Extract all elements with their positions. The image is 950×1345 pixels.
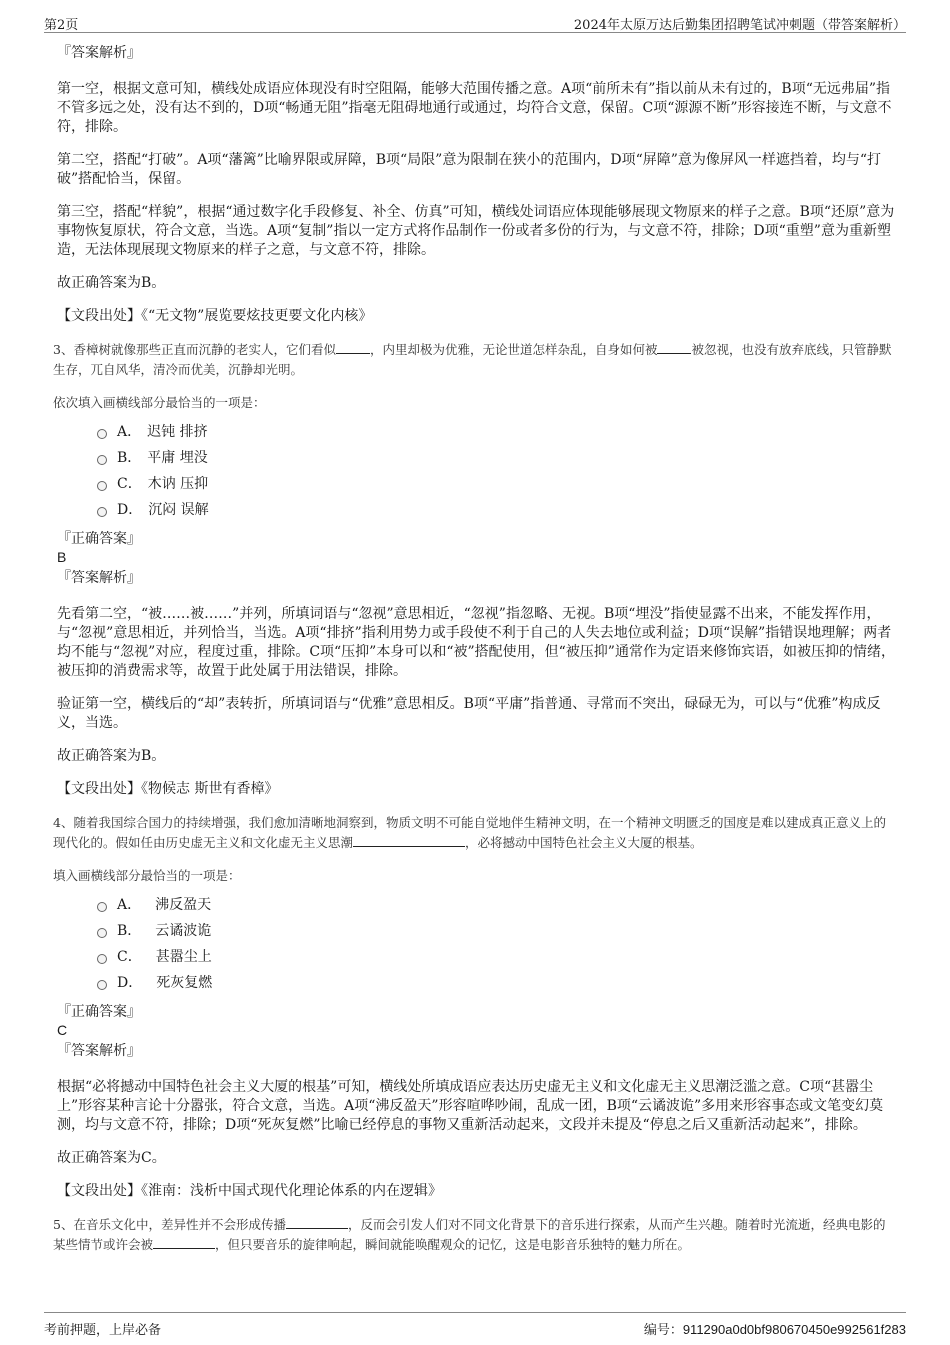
radio-icon[interactable] xyxy=(97,507,107,517)
page-number: 第2页 xyxy=(44,18,79,33)
option-b[interactable]: B． 云谲波诡 xyxy=(97,918,897,944)
correct-answer: B xyxy=(57,549,67,565)
option-d[interactable]: D． 沉闷 误解 xyxy=(97,497,897,523)
correct-answer: C xyxy=(57,1022,68,1038)
fill-blank xyxy=(353,834,465,847)
option-c[interactable]: C． 甚嚣尘上 xyxy=(97,944,897,970)
conclusion: 故正确答案为C。 xyxy=(57,1150,166,1166)
source-citation: 【文段出处】《淮南：浅析中国式现代化理论体系的内在逻辑》 xyxy=(57,1183,442,1199)
option-a[interactable]: A． 沸反盈天 xyxy=(97,892,897,918)
fill-blank xyxy=(657,341,691,354)
conclusion: 故正确答案为B。 xyxy=(57,275,166,291)
analysis-paragraph: 第二空，搭配“打破”。A项“藩篱”比喻界限或屏障，B项“局限”意为限制在狭小的范围内，D项“屏障”意为像屏风一样遮挡着，均与“打破”搭配恰当，保留。 xyxy=(57,152,882,187)
footer-slogan: 考前押题，上岸必备 xyxy=(44,1323,162,1338)
conclusion: 故正确答案为B。 xyxy=(57,748,166,764)
options-list xyxy=(97,892,897,996)
source-citation: 【文段出处】《“无文物”展览要炫技更要文化内核》 xyxy=(57,308,373,324)
analysis-label: 『答案解析』 xyxy=(57,570,141,586)
option-a[interactable]: A． 迟钝 排挤 xyxy=(97,419,897,445)
analysis-paragraph: 先看第二空，“被……被……”并列，所填词语与“忽视”意思相近，“忽视”指忽略、无视。B项“埋没”指使显露不出来，不能发挥作用，与“忽视”意思相近，并列恰当，当选。A项“排挤”指利用势力或手段使不利于自己的人失去地位或利益；D项“误解”指错误地理解；两者均不能与“忽视”对应，程度过重，排除。C项“压抑”本身可以和“被”搭配使用，但“被压抑”通常作为定语来修饰宾语，如被压抑的情绪，被压抑的消费需求等，故置于此处属于用法错误，排除。 xyxy=(57,606,895,679)
analysis-paragraph: 第一空，根据文意可知，横线处成语应体现没有时空阻隔，能够大范围传播之意。A项“前所未有”指以前从未有过的，B项“无远弗届”指不管多远之处，没有达不到的，D项“畅通无阻”指毫无阻碍地通行或通过，均符合文意，保留。C项“源源不断”形容接连不断，与文意不符，排除。 xyxy=(57,81,892,135)
document-code: 编号：911290a0d0bf980670450e992561f283 xyxy=(643,1322,906,1337)
analysis-paragraph: 验证第一空，横线后的“却”表转折，所填词语与“优雅”意思相反。B项“平庸”指普通、寻常而不突出，碌碌无为，可以与“优雅”构成反义，当选。 xyxy=(57,696,881,731)
page-header xyxy=(44,10,906,33)
analysis-label: 『答案解析』 xyxy=(57,45,141,61)
correct-answer-label: 『正确答案』 xyxy=(57,1004,141,1020)
fill-blank xyxy=(336,341,370,354)
radio-icon[interactable] xyxy=(97,954,107,964)
correct-answer-label: 『正确答案』 xyxy=(57,531,141,547)
document-title: 2024年太原万达后勤集团招聘笔试冲刺题（带答案解析） xyxy=(573,18,906,33)
analysis-label: 『答案解析』 xyxy=(57,1043,141,1059)
radio-icon[interactable] xyxy=(97,928,107,938)
analysis-paragraph: 根据“必将撼动中国特色社会主义大厦的根基”可知，横线处所填成语应表达历史虚无主义和文化虚无主义思潮泛滥之意。C项“甚嚣尘上”形容某种言论十分嚣张，符合文意，当选。A项“沸反盈天”形容喧哗吵闹，乱成一团，B项“云谲波诡”多用来形容事态或文笔变幻莫测，均与文意不符，排除；D项“死灰复燃”比喻已经停息的事物又重新活动起来，文段并未提及“停息之后又重新活动起来”，排除。 xyxy=(57,1079,884,1133)
radio-icon[interactable] xyxy=(97,481,107,491)
radio-icon[interactable] xyxy=(97,902,107,912)
option-c[interactable]: C． 木讷 压抑 xyxy=(97,471,897,497)
page-footer xyxy=(44,1312,906,1337)
question-prompt: 依次填入画横线部分最恰当的一项是： xyxy=(53,395,266,410)
radio-icon[interactable] xyxy=(97,980,107,990)
options-list xyxy=(97,419,897,523)
question-text: 5、在音乐文化中，差异性并不会形成传播 ，反而会引发人们对不同文化背景下的音乐进行探索，从而产生兴趣。随着时光流逝，经典电影的某些情节或许会被 ，但只要音乐的旋律响起，瞬间就能唤醒观众的记忆，这是电影音乐独特的魅力所在。 xyxy=(53,1217,886,1252)
question-text: 3、香樟树就像那些正直而沉静的老实人，它们看似 ，内里却极为优雅，无论世道怎样杂乱，自身如何被 被忽视，也没有放弃底线，只管静默生存，兀自风华，清冷而优美，沉静却光明。 xyxy=(53,342,892,377)
analysis-paragraph: 第三空，搭配“样貌”，根据“通过数字化手段修复、补全、仿真”可知，横线处词语应体现能够展现文物原来的样子之意。B项“还原”意为事物恢复原状，符合文意，当选。A项“复制”指以一定方式将作品制作一份或者多份的行为，与文意不符，排除；D项“重塑”意为重新塑造，无法体现展现文物原来的样子之意，与文意不符，排除。 xyxy=(57,204,895,258)
question-text: 4、随着我国综合国力的持续增强，我们愈加清晰地洞察到，物质文明不可能自觉地伴生精神文明，在一个精神文明匮乏的国度是难以建成真正意义上的现代化的。假如任由历史虚无主义和文化虚无主义思潮 ，必将撼动中国特色社会主义大厦的根基。 xyxy=(53,815,886,850)
radio-icon[interactable] xyxy=(97,429,107,439)
question-prompt: 填入画横线部分最恰当的一项是： xyxy=(53,868,241,883)
fill-blank xyxy=(153,1236,215,1249)
option-b[interactable]: B． 平庸 埋没 xyxy=(97,445,897,471)
page-content xyxy=(53,44,897,1255)
fill-blank xyxy=(286,1216,348,1229)
option-d[interactable]: D． 死灰复燃 xyxy=(97,970,897,996)
radio-icon[interactable] xyxy=(97,455,107,465)
source-citation: 【文段出处】《物候志 斯世有香樟》 xyxy=(57,781,279,797)
